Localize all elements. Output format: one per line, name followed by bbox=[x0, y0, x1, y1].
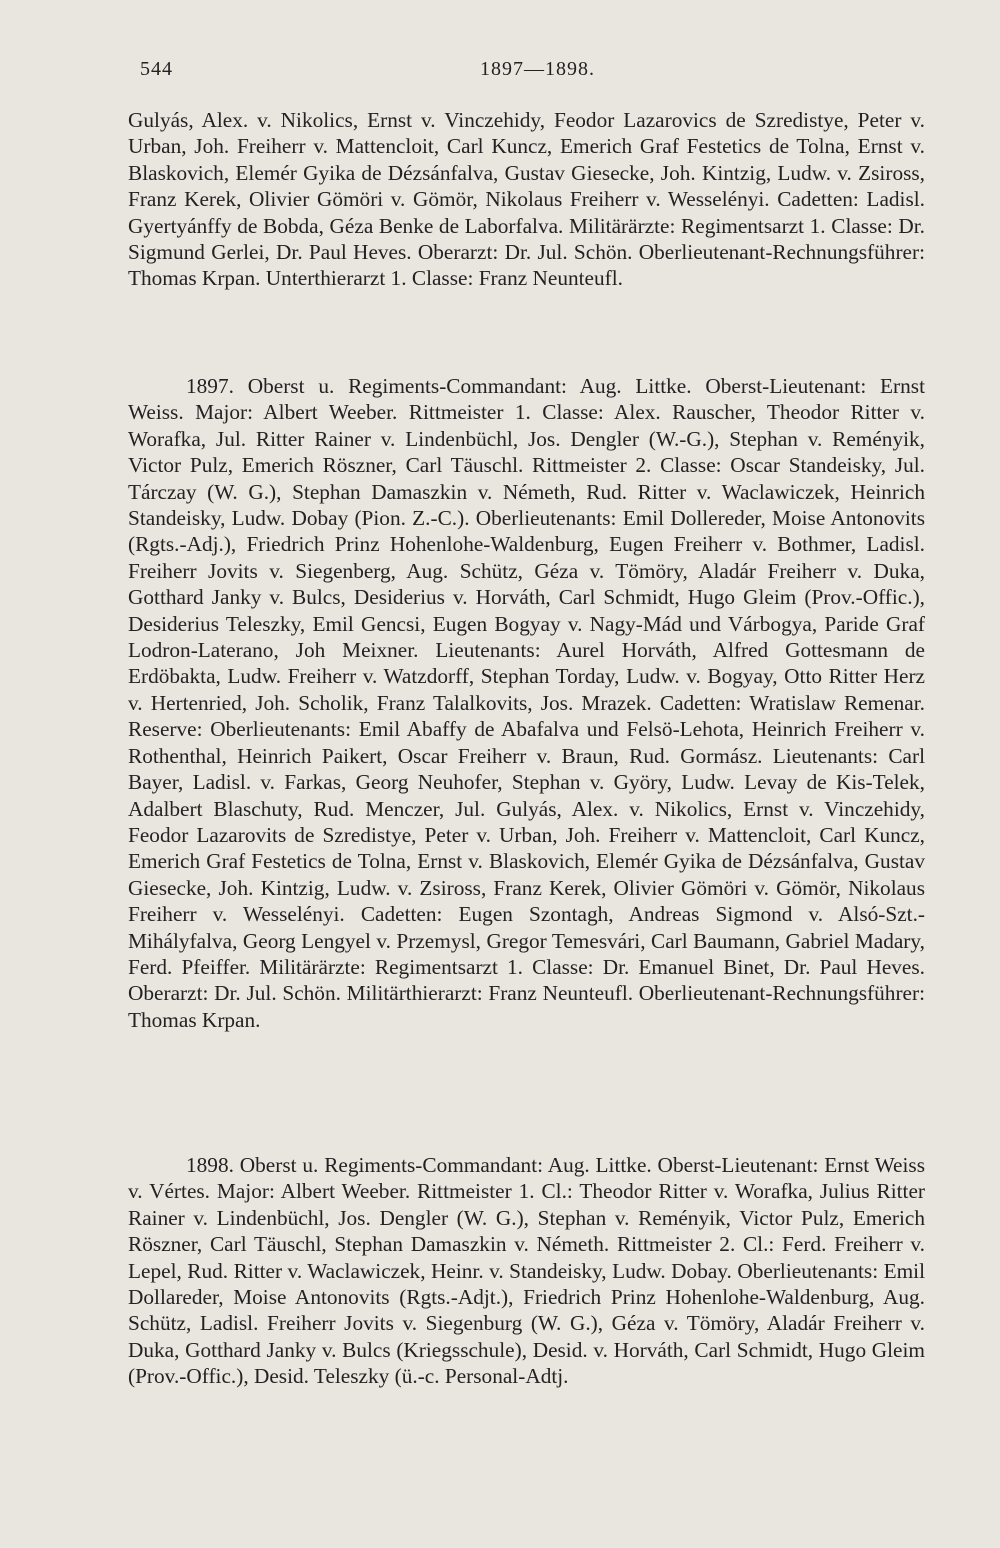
paragraph-text: Oberst u. Regiments-Commandant: Aug. Littke. Oberst-Lieutenant: Ernst Weiss v. Vértes. Major: Albert Weeber. Rittmeister 1. Cl.: Theodor Ritter v. Worafka, Julius Ritter Rainer v. Lindenbüchl, Jos. Dengler (W. G.), Stephan v. Reményik, Victor Pulz, Emerich Röszner, Carl Täuschl, Stephan Damaszkin v. Németh. Rittmeister 2. Cl.: Ferd. Freiherr v. Lepel, Rud. Ritter v. Waclawiczek, Heinr. v. Standeisky, Ludw. Dobay. Oberlieutenants: Emil Dollareder, Moise Antonovits (Rgts.-Adjt.), Friedrich Prinz Hohenlohe-Waldenburg, Aug. Schütz, Ladisl. Freiherr Jovits v. Siegenburg (W. G.), Géza v. Tömöry, Aladár Freiherr v. Duka, Gotthard Janky v. Bulcs (Kriegsschule), Desid. v. Horváth, Carl Schmidt, Hugo Gleim (Prov.-Offic.), Desid. Teleszky (ü.-c. Personal-Adtj. bbox=[128, 1153, 925, 1389]
page-header bbox=[140, 58, 930, 88]
paragraph-text: Oberst u. Regiments-Commandant: Aug. Littke. Oberst-Lieutenant: Ernst Weiss. Major: Albert Weeber. Rittmeister 1. Classe: Alex. Rauscher, Theodor Ritter v. Worafka, Jul. Ritter Rainer v. Lindenbüchl, Jos. Dengler (W.-G.), Stephan v. Reményik, Victor Pulz, Emerich Röszner, Carl Täuschl. Rittmeister 2. Classe: Oscar Standeisky, Jul. Tárczay (W. G.), Stephan Damaszkin v. Németh, Rud. Ritter v. Waclawiczek, Heinrich Standeisky, Ludw. Dobay (Pion. Z.-C.). Oberlieutenants: Emil Dollereder, Moise Antonovits (Rgts.-Adj.), Friedrich Prinz Hohenlohe-Waldenburg, Eugen Freiherr v. Bothmer, Ladisl. Freiherr Jovits v. Siegenberg, Aug. Schütz, Géza v. Tömöry, Aladár Freiherr v. Duka, Gotthard Janky v. Bulcs, Desiderius v. Horváth, Carl Schmidt, Hugo Gleim (Prov.-Offic.), Desiderius Teleszky, Emil Gencsi, Eugen Bogyay v. Nagy-Mád und Várbogya, Paride Graf Lodron-Laterano, Joh Meixner. Lieutenants: Aurel Horváth, Alfred Gottesmann de Erdöbakta, Ludw. Freiherr v. Watzdorff, Stephan Torday, Ludw. v. Bogyay, Otto Ritter Herz v. Hertenried, Joh. Scholik, Franz Talalkovits, Jos. Mrazek. Cadetten: Wratislaw Remenar. Reserve: Oberlieutenants: Emil Abaffy de Abafalva und Felsö-Lehota, Heinrich Freiherr v. Rothenthal, Heinrich Paikert, Oscar Freiherr v. Braun, Rud. Gormász. Lieutenants: Carl Bayer, Ladisl. v. Farkas, Georg Neuhofer, Stephan v. Györy, Ludw. Levay de Kis-Telek, Adalbert Blaschuty, Rud. Menczer, Jul. Gulyás, Alex. v. Nikolics, Ernst v. Vinczehidy, Feodor Lazarovits de Szredistye, Peter v. Urban, Joh. Freiherr v. Mattencloit, Carl Kuncz, Emerich Graf Festetics de Tolna, Ernst v. Blaskovich, Elemér Gyika de Dézsánfalva, Gustav Giesecke, Joh. Kintzig, Ludw. v. Zsiross, Franz Kerek, Olivier Gömöri v. Gömör, Nikolaus Freiherr v. Wesselényi. Cadetten: Eugen Szontagh, Andreas Sigmond v. Alsó-Szt.-Mihályfalva, Georg Lengyel v. Przemysl, Gregor Temesvári, Carl Baumann, Gabriel Madary, Ferd. Pfeiffer. Militärärzte: Regimentsarzt 1. Classe: Dr. Emanuel Binet, Dr. Paul Heves. Oberarzt: Dr. Jul. Schön. Militärthierarzt: Franz Neunteufl. Oberlieutenant-Rechnungsführer: Thomas Krpan. bbox=[128, 374, 925, 1032]
paragraph-1898 bbox=[128, 1152, 925, 1390]
year-heading-1897: 1897. bbox=[186, 374, 234, 398]
paragraph-1897 bbox=[128, 373, 925, 1033]
year-heading-1898: 1898. bbox=[186, 1153, 234, 1177]
paragraph-continuation bbox=[128, 107, 925, 292]
page-number: 544 bbox=[140, 58, 173, 80]
running-head: 1897—1898. bbox=[480, 58, 595, 80]
paragraph-text: Gulyás, Alex. v. Nikolics, Ernst v. Vinczehidy, Feodor Lazarovics de Szredistye, Peter v. Urban, Joh. Freiherr v. Mattencloit, Carl Kuncz, Emerich Graf Festetics de Tolna, Ernst v. Blaskovich, Elemér Gyika de Dézsánfalva, Gustav Giesecke, Joh. Kintzig, Ludw. v. Zsiross, Franz Kerek, Olivier Gömöri v. Gömör, Nikolaus Freiherr v. Wesselényi. Cadetten: Ladisl. Gyertyánffy de Bobda, Géza Benke de Laborfalva. Militärärzte: Regimentsarzt 1. Classe: Dr. Sigmund Gerlei, Dr. Paul Heves. Oberarzt: Dr. Jul. Schön. Oberlieutenant-Rechnungsführer: Thomas Krpan. Unterthierarzt 1. Classe: Franz Neunteufl. bbox=[128, 108, 925, 291]
